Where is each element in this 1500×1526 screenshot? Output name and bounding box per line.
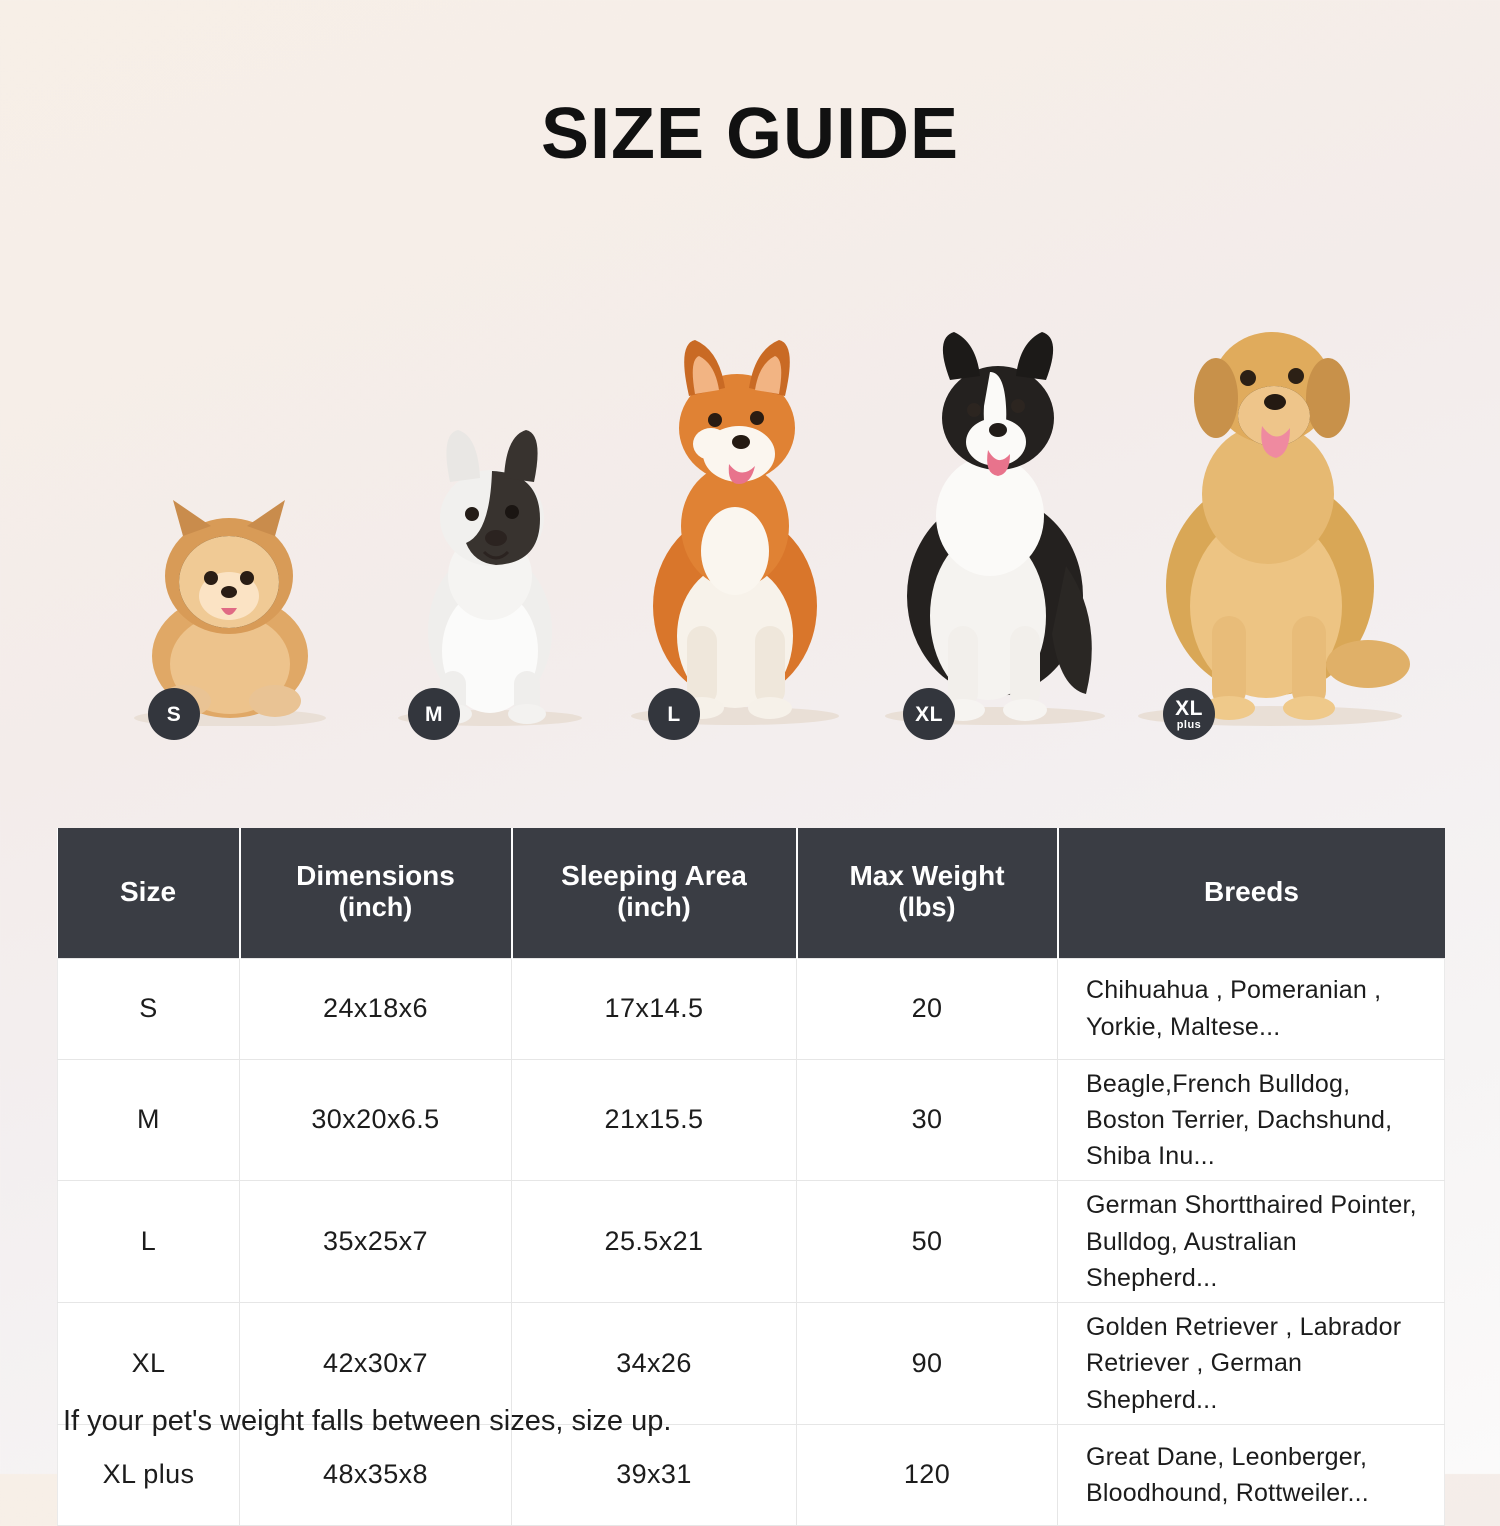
dog-figure-m (360, 440, 620, 740)
cell-breeds: German Shortthaired Pointer, Bulldog, Australian Shepherd... (1058, 1181, 1445, 1303)
french-bulldog-illustration (380, 426, 600, 726)
cell-max-weight: 50 (797, 1181, 1058, 1303)
cell-max-weight: 20 (797, 958, 1058, 1059)
column-header-sleeping-area-label: Sleeping Area (561, 860, 747, 892)
table-row (58, 1059, 1445, 1181)
column-header-max-weight (797, 828, 1058, 958)
table-row (58, 1424, 1445, 1525)
cell-max-weight: 120 (797, 1424, 1058, 1525)
cell-size: XL (58, 1303, 240, 1425)
size-badge-xl-label: XL (915, 702, 943, 726)
cell-size: S (58, 958, 240, 1059)
column-header-breeds (1058, 828, 1445, 958)
cell-breeds: Beagle,French Bulldog, Boston Terrier, Dachshund, Shiba Inu... (1058, 1059, 1445, 1181)
size-badge-l (648, 688, 700, 740)
size-badge-l-label: L (667, 702, 681, 726)
cell-sleeping-area: 25.5x21 (512, 1181, 797, 1303)
size-badge-m-label: M (425, 702, 443, 726)
size-badge-xl-plus (1163, 688, 1215, 740)
cell-size: L (58, 1181, 240, 1303)
dog-figure-s (100, 500, 360, 740)
sizing-footnote: If your pet's weight falls between sizes, size up. (63, 1405, 672, 1437)
table-header (58, 828, 1445, 958)
column-header-max-weight-unit: (lbs) (898, 892, 956, 923)
cell-max-weight: 30 (797, 1059, 1058, 1181)
column-header-max-weight-label: Max Weight (849, 860, 1005, 892)
cell-sleeping-area: 17x14.5 (512, 958, 797, 1059)
column-header-dimensions-label: Dimensions (296, 860, 455, 892)
cell-dimensions: 35x25x7 (240, 1181, 512, 1303)
cell-sleeping-area: 34x26 (512, 1303, 797, 1425)
dog-figure-xl (855, 340, 1135, 740)
shiba-inu-illustration (615, 336, 855, 726)
table-row (58, 1181, 1445, 1303)
column-header-dimensions (240, 828, 512, 958)
column-header-size (58, 828, 240, 958)
dog-figure-xl-plus (1105, 310, 1435, 740)
dog-figure-l (600, 350, 870, 740)
table-body (58, 958, 1445, 1525)
cell-dimensions: 48x35x8 (240, 1424, 512, 1525)
cell-dimensions: 30x20x6.5 (240, 1059, 512, 1181)
size-badge-s (148, 688, 200, 740)
table-row (58, 958, 1445, 1059)
cell-sleeping-area: 39x31 (512, 1424, 797, 1525)
size-badge-s-label: S (166, 702, 182, 726)
column-header-breeds-label: Breeds (1204, 875, 1299, 907)
size-badge-xl-plus-sublabel: plus (1176, 718, 1202, 731)
dog-size-illustrations (60, 300, 1440, 740)
pomeranian-illustration (125, 496, 335, 726)
border-collie-illustration (870, 326, 1120, 726)
cell-dimensions: 42x30x7 (240, 1303, 512, 1425)
cell-breeds: Golden Retriever , Labrador Retriever , German Shepherd... (1058, 1303, 1445, 1425)
cell-size: M (58, 1059, 240, 1181)
column-header-dimensions-unit: (inch) (338, 892, 413, 923)
cell-sleeping-area: 21x15.5 (512, 1059, 797, 1181)
cell-max-weight: 90 (797, 1303, 1058, 1425)
golden-retriever-illustration (1120, 296, 1420, 726)
cell-size: XL plus (58, 1424, 240, 1525)
cell-breeds: Great Dane, Leonberger, Bloodhound, Rottweiler... (1058, 1424, 1445, 1525)
column-header-sleeping-area-unit: (inch) (617, 892, 691, 923)
column-header-sleeping-area (512, 828, 797, 958)
size-badge-xl (903, 688, 955, 740)
cell-dimensions: 24x18x6 (240, 958, 512, 1059)
size-badge-m (408, 688, 460, 740)
size-badge-xl-plus-label: XL (1175, 696, 1203, 720)
cell-breeds: Chihuahua , Pomeranian , Yorkie, Maltese... (1058, 958, 1445, 1059)
table-header-row (58, 828, 1445, 958)
page-title: SIZE GUIDE (540, 94, 960, 174)
column-header-size-label: Size (119, 875, 177, 907)
